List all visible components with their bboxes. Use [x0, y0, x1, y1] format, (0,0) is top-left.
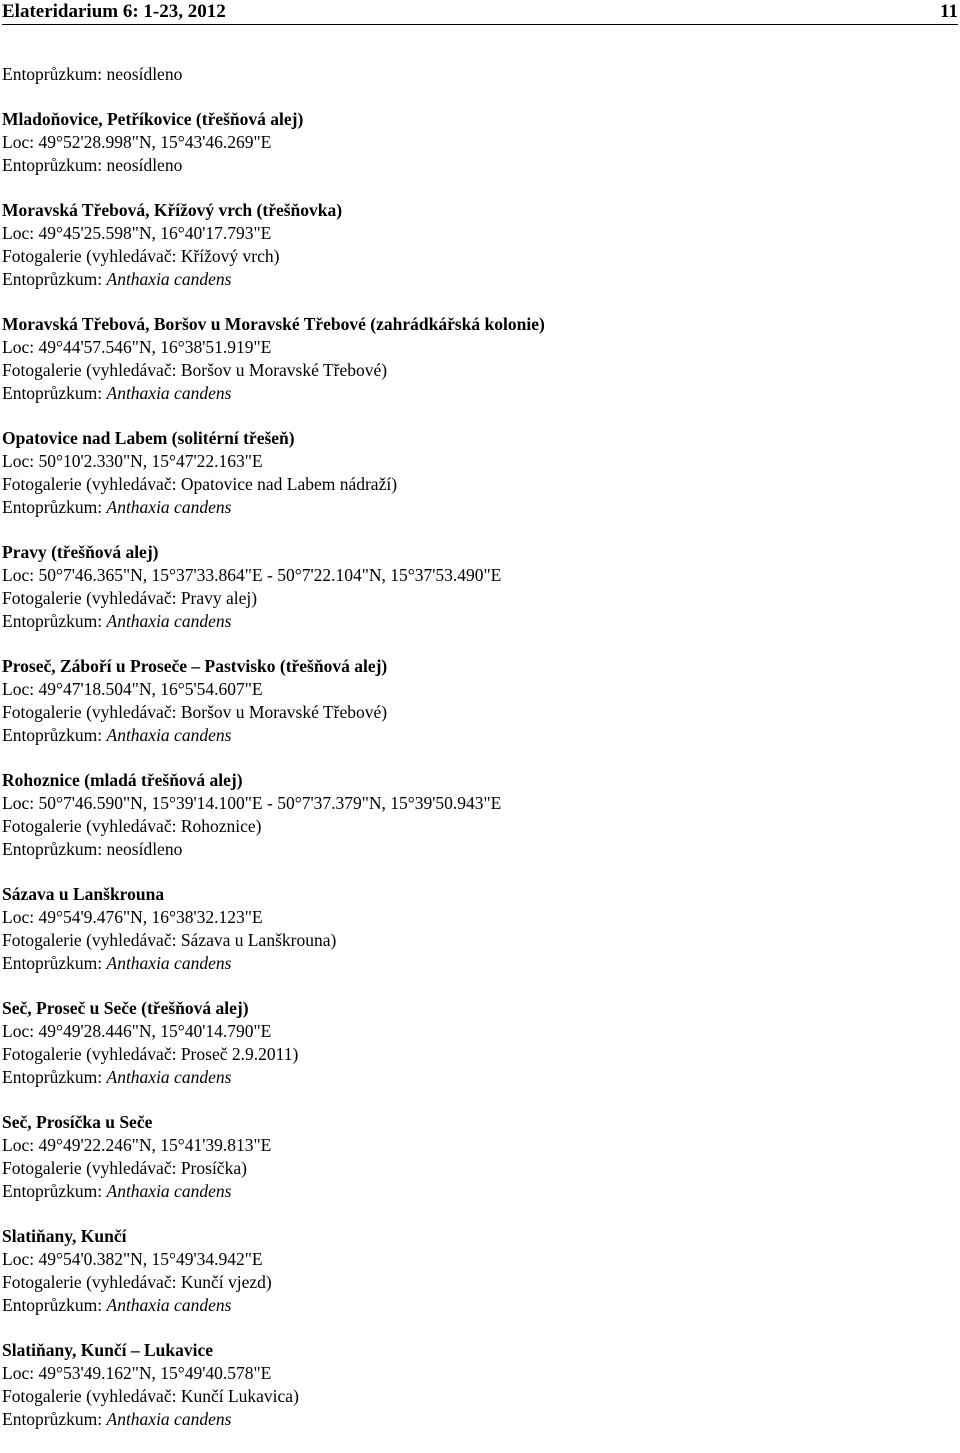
locality-title: Rohoznice (mladá třešňová alej): [2, 770, 243, 790]
locality-coordinates: Loc: 50°7'46.365"N, 15°37'33.864"E - 50°7'22.104"N, 15°37'53.490"E: [2, 565, 502, 585]
survey-value: neosídleno: [106, 155, 183, 175]
survey-label: Entoprůzkum:: [2, 839, 103, 859]
survey-line: [2, 1408, 952, 1431]
locality-entry: [2, 1111, 952, 1203]
survey-label: Entoprůzkum:: [2, 1409, 103, 1429]
locality-title: Slatiňany, Kunčí: [2, 1226, 127, 1246]
running-header: [2, 0, 958, 25]
survey-label: Entoprůzkum:: [2, 725, 103, 745]
survey-label: Entoprůzkum:: [2, 497, 103, 517]
photo-gallery-reference: Fotogalerie (vyhledávač: Prosíčka): [2, 1158, 247, 1178]
survey-species: Anthaxia candens: [106, 953, 232, 973]
survey-line: [2, 268, 952, 291]
locality-title: Seč, Proseč u Seče (třešňová alej): [2, 998, 249, 1018]
survey-species: Anthaxia candens: [106, 1409, 232, 1429]
locality-entry: [2, 63, 952, 86]
locality-entry: [2, 769, 952, 861]
survey-line: [2, 610, 952, 633]
survey-value: neosídleno: [106, 839, 183, 859]
survey-line: [2, 724, 952, 747]
photo-gallery-reference: Fotogalerie (vyhledávač: Proseč 2.9.2011): [2, 1044, 299, 1064]
survey-label: Entoprůzkum:: [2, 611, 103, 631]
survey-label: Entoprůzkum:: [2, 1295, 103, 1315]
locality-coordinates: Loc: 49°53'49.162"N, 15°49'40.578"E: [2, 1363, 272, 1383]
survey-species: Anthaxia candens: [106, 725, 232, 745]
locality-entry: [2, 313, 952, 405]
survey-label: Entoprůzkum:: [2, 383, 103, 403]
locality-title: Moravská Třebová, Křížový vrch (třešňovka): [2, 200, 343, 220]
photo-gallery-reference: Fotogalerie (vyhledávač: Kunčí vjezd): [2, 1272, 272, 1292]
locality-entry: [2, 997, 952, 1089]
page-number: 11: [940, 1, 958, 22]
locality-title: Opatovice nad Labem (solitérní třešeň): [2, 428, 295, 448]
survey-line: [2, 154, 952, 177]
locality-entry: [2, 655, 952, 747]
locality-title: Pravy (třešňová alej): [2, 542, 159, 562]
photo-gallery-reference: Fotogalerie (vyhledávač: Sázava u Lanškrouna): [2, 930, 337, 950]
survey-value: neosídleno: [106, 64, 183, 84]
locality-title: Proseč, Záboří u Proseče – Pastvisko (třešňová alej): [2, 656, 388, 676]
survey-line: [2, 496, 952, 519]
photo-gallery-reference: Fotogalerie (vyhledávač: Boršov u Moravské Třebové): [2, 360, 388, 380]
survey-line: [2, 952, 952, 975]
journal-citation: Elateridarium 6: 1-23, 2012: [2, 1, 226, 22]
survey-species: Anthaxia candens: [106, 497, 232, 517]
locality-coordinates: Loc: 49°52'28.998"N, 15°43'46.269"E: [2, 132, 272, 152]
survey-line: [2, 1180, 952, 1203]
photo-gallery-reference: Fotogalerie (vyhledávač: Rohoznice): [2, 816, 262, 836]
survey-label: Entoprůzkum:: [2, 1181, 103, 1201]
locality-title: Sázava u Lanškrouna: [2, 884, 165, 904]
photo-gallery-reference: Fotogalerie (vyhledávač: Kunčí Lukavica): [2, 1386, 299, 1406]
survey-species: Anthaxia candens: [106, 383, 232, 403]
locality-entry: [2, 541, 952, 633]
locality-entry: [2, 883, 952, 975]
survey-line: [2, 838, 952, 861]
locality-coordinates: Loc: 49°47'18.504"N, 16°5'54.607"E: [2, 679, 263, 699]
photo-gallery-reference: Fotogalerie (vyhledávač: Křížový vrch): [2, 246, 280, 266]
survey-species: Anthaxia candens: [106, 1181, 232, 1201]
locality-title: Seč, Prosíčka u Seče: [2, 1112, 153, 1132]
survey-label: Entoprůzkum:: [2, 1067, 103, 1087]
survey-line: [2, 1066, 952, 1089]
locality-coordinates: Loc: 50°7'46.590"N, 15°39'14.100"E - 50°7'37.379"N, 15°39'50.943"E: [2, 793, 502, 813]
survey-species: Anthaxia candens: [106, 1295, 232, 1315]
locality-coordinates: Loc: 49°54'0.382"N, 15°49'34.942"E: [2, 1249, 263, 1269]
locality-coordinates: Loc: 49°54'9.476"N, 16°38'32.123"E: [2, 907, 263, 927]
survey-line: [2, 382, 952, 405]
locality-entry: [2, 108, 952, 177]
photo-gallery-reference: Fotogalerie (vyhledávač: Boršov u Moravské Třebové): [2, 702, 388, 722]
locality-list: [2, 63, 952, 1453]
survey-line: [2, 1294, 952, 1317]
survey-label: Entoprůzkum:: [2, 269, 103, 289]
photo-gallery-reference: Fotogalerie (vyhledávač: Opatovice nad Labem nádraží): [2, 474, 398, 494]
locality-coordinates: Loc: 49°45'25.598"N, 16°40'17.793"E: [2, 223, 272, 243]
survey-species: Anthaxia candens: [106, 1067, 232, 1087]
survey-label: Entoprůzkum:: [2, 953, 103, 973]
locality-entry: [2, 199, 952, 291]
locality-title: Mladoňovice, Petříkovice (třešňová alej): [2, 109, 304, 129]
locality-title: Moravská Třebová, Boršov u Moravské Třebové (zahrádkářská kolonie): [2, 314, 545, 334]
survey-label: Entoprůzkum:: [2, 155, 103, 175]
locality-coordinates: Loc: 49°49'28.446"N, 15°40'14.790"E: [2, 1021, 272, 1041]
locality-entry: [2, 1225, 952, 1317]
locality-title: Slatiňany, Kunčí – Lukavice: [2, 1340, 214, 1360]
survey-species: Anthaxia candens: [106, 611, 232, 631]
photo-gallery-reference: Fotogalerie (vyhledávač: Pravy alej): [2, 588, 258, 608]
survey-species: Anthaxia candens: [106, 269, 232, 289]
locality-coordinates: Loc: 49°44'57.546"N, 16°38'51.919"E: [2, 337, 272, 357]
survey-label: Entoprůzkum:: [2, 64, 103, 84]
locality-coordinates: Loc: 50°10'2.330"N, 15°47'22.163"E: [2, 451, 263, 471]
locality-entry: [2, 1339, 952, 1431]
locality-entry: [2, 427, 952, 519]
survey-line: [2, 63, 952, 86]
locality-coordinates: Loc: 49°49'22.246"N, 15°41'39.813"E: [2, 1135, 272, 1155]
